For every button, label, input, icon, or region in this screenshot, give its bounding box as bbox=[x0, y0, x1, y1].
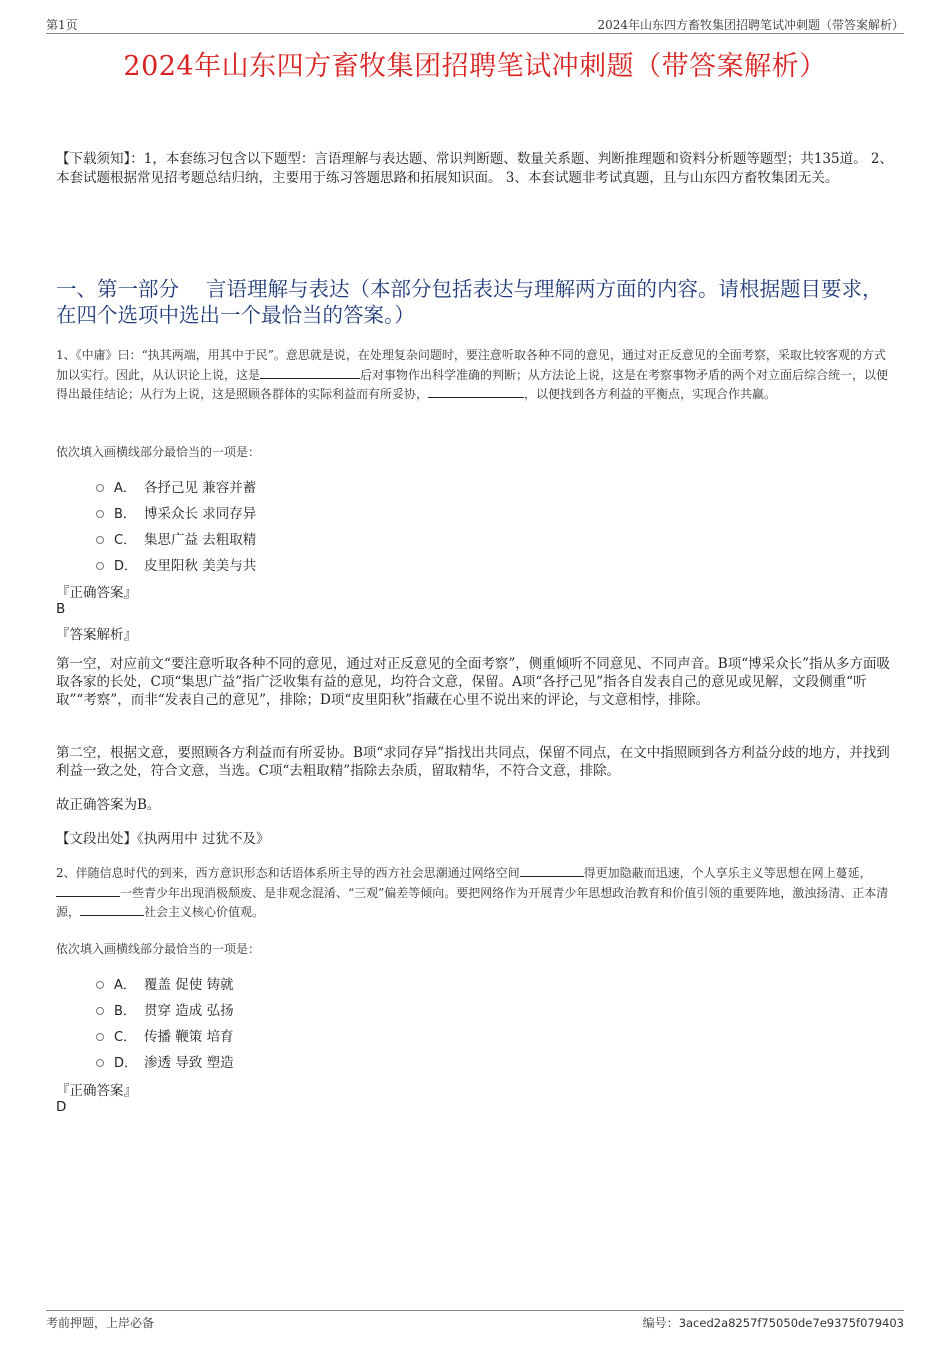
option-text: 传播 鞭策 培育 bbox=[144, 1029, 234, 1045]
analysis-label: 『答案解析』 bbox=[56, 627, 137, 643]
option-letter: C． bbox=[114, 1029, 137, 1045]
analysis-conclusion: 故正确答案为B。 bbox=[56, 797, 161, 813]
section-heading: 一、第一部分 言语理解与表达（本部分包括表达与理解两方面的内容。请根据题目要求，在四个选项中选出一个最恰当的答案。） bbox=[56, 277, 883, 327]
radio-icon[interactable] bbox=[96, 484, 104, 492]
answer-blank-2 bbox=[56, 884, 120, 897]
question-2-text-part4: 社会主义核心价值观。 bbox=[144, 905, 265, 919]
option-letter: D． bbox=[114, 1055, 138, 1071]
option-text: 覆盖 促使 铸就 bbox=[144, 977, 234, 993]
option-text: 贯穿 造成 弘扬 bbox=[144, 1003, 234, 1019]
radio-icon[interactable] bbox=[96, 562, 104, 570]
radio-icon[interactable] bbox=[96, 981, 104, 989]
code-label: 编号： bbox=[642, 1316, 679, 1330]
option-letter: C． bbox=[114, 532, 137, 548]
option-text: 各抒己见 兼容并蓄 bbox=[144, 480, 257, 496]
question-1-options bbox=[96, 473, 256, 577]
radio-icon[interactable] bbox=[96, 536, 104, 544]
answer-blank-1 bbox=[520, 864, 584, 877]
option-d[interactable] bbox=[96, 551, 256, 577]
correct-answer: B bbox=[56, 601, 66, 617]
question-2-text-part1: 2、伴随信息时代的到来，西方意识形态和话语体系所主导的西方社会思潮通过网络空间 bbox=[56, 866, 520, 880]
download-notice: 【下载须知】：1，本套练习包含以下题型：言语理解与表达题、常识判断题、数量关系题、判断推理题和资料分析题等题型；共135道。 2、本套试题根据常见招考题总结归纳，主要用于练习答题思路和拓展知识面。 3、本套试题非考试真题，且与山东四方畜牧集团无关。 bbox=[56, 151, 893, 186]
analysis-paragraph: 第二空，根据文意，要照顾各方利益而有所妥协。B项“求同存异”指找出共同点，保留不同点，在文中指照顾到各方利益分歧的地方，并找到利益一致之处，符合文意，当选。C项“去粗取精”指除去杂质，留取精华，不符合文意，排除。 bbox=[56, 745, 890, 779]
radio-icon[interactable] bbox=[96, 1059, 104, 1067]
question-1-stem bbox=[56, 346, 896, 405]
option-b[interactable] bbox=[96, 499, 256, 525]
option-c[interactable] bbox=[96, 1022, 234, 1048]
option-b[interactable] bbox=[96, 996, 234, 1022]
code-value: 3aced2a8257f75050de7e9375f079403 bbox=[678, 1316, 904, 1330]
option-text: 博采众长 求同存异 bbox=[144, 506, 257, 522]
option-a[interactable] bbox=[96, 970, 234, 996]
option-letter: A． bbox=[114, 977, 136, 993]
option-letter: B． bbox=[114, 1003, 136, 1019]
option-letter: B． bbox=[114, 506, 136, 522]
option-letter: A． bbox=[114, 480, 136, 496]
page-header bbox=[46, 15, 904, 34]
option-a[interactable] bbox=[96, 473, 256, 499]
document-title: 2024年山东四方畜牧集团招聘笔试冲刺题（带答案解析） bbox=[123, 51, 827, 82]
option-text: 集思广益 去粗取精 bbox=[144, 532, 257, 548]
question-2-prompt: 依次填入画横线部分最恰当的一项是： bbox=[56, 942, 261, 956]
option-text: 渗透 导致 塑造 bbox=[144, 1055, 234, 1071]
answer-blank-2 bbox=[428, 385, 524, 398]
radio-icon[interactable] bbox=[96, 1033, 104, 1041]
footer-slogan: 考前押题，上岸必备 bbox=[46, 1316, 155, 1330]
question-1-text-part1: 1、《中庸》曰：“执其两端，用其中于民”。意思就是说，在处理复杂问题时，要注意听取各种不同的意见，通过对正反意见的全面考察，采取比较客观的方式加以实行。因此，从认识论上说，这是 bbox=[56, 348, 886, 382]
radio-icon[interactable] bbox=[96, 510, 104, 518]
correct-answer: D bbox=[56, 1099, 67, 1115]
question-1-text-part2: 后对事物作出科学准确的判断；从方法论上说，这是在考察事物矛盾的两个对立面后综合统一，以便得出最佳结论；从行为上说，这是照顾各群体的实际利益而有所妥协， bbox=[56, 367, 889, 401]
answer-blank-1 bbox=[260, 366, 360, 379]
question-1-prompt: 依次填入画横线部分最恰当的一项是： bbox=[56, 445, 261, 459]
question-2-text-part3: 一些青少年出现消极颓废、是非观念混淆、“三观”偏差等倾向。要把网络作为开展青少年思想政治教育和价值引领的重要阵地，激浊扬清、正本清源， bbox=[56, 885, 889, 919]
option-c[interactable] bbox=[96, 525, 256, 551]
question-2-options bbox=[96, 970, 234, 1074]
analysis-paragraph: 第一空，对应前文“要注意听取各种不同的意见，通过对正反意见的全面考察”，侧重倾听不同意见、不同声音。B项“博采众长”指从多方面吸取各家的长处，C项“集思广益”指广泛收集有益的意见，均符合文意，保留。A项“各抒己见”指各自发表自己的意见或见解，文段侧重“听取”“考察”，而非“发表自己的意见”，排除；D项“皮里阳秋”指藏在心里不说出来的评论，与文意相悖，排除。 bbox=[56, 656, 891, 708]
document-code bbox=[643, 1314, 904, 1331]
question-2-stem bbox=[56, 864, 896, 923]
question-2-text-part2: 得更加隐蔽而迅速，个人享乐主义等思想在网上蔓延， bbox=[583, 866, 872, 880]
radio-icon[interactable] bbox=[96, 1007, 104, 1015]
text-source: 【文段出处】《执两用中 过犹不及》 bbox=[56, 831, 270, 847]
question-1-text-part3: ，以便找到各方利益的平衡点，实现合作共赢。 bbox=[524, 387, 777, 401]
header-doc-name: 2024年山东四方畜牧集团招聘笔试冲刺题（带答案解析） bbox=[597, 18, 904, 32]
page-footer bbox=[46, 1310, 904, 1331]
option-letter: D． bbox=[114, 558, 138, 574]
page-number: 第1页 bbox=[46, 18, 78, 32]
option-text: 皮里阳秋 美美与共 bbox=[144, 558, 257, 574]
correct-answer-label: 『正确答案』 bbox=[56, 1083, 137, 1099]
answer-blank-3 bbox=[80, 903, 144, 916]
correct-answer-label: 『正确答案』 bbox=[56, 585, 137, 601]
option-d[interactable] bbox=[96, 1048, 234, 1074]
